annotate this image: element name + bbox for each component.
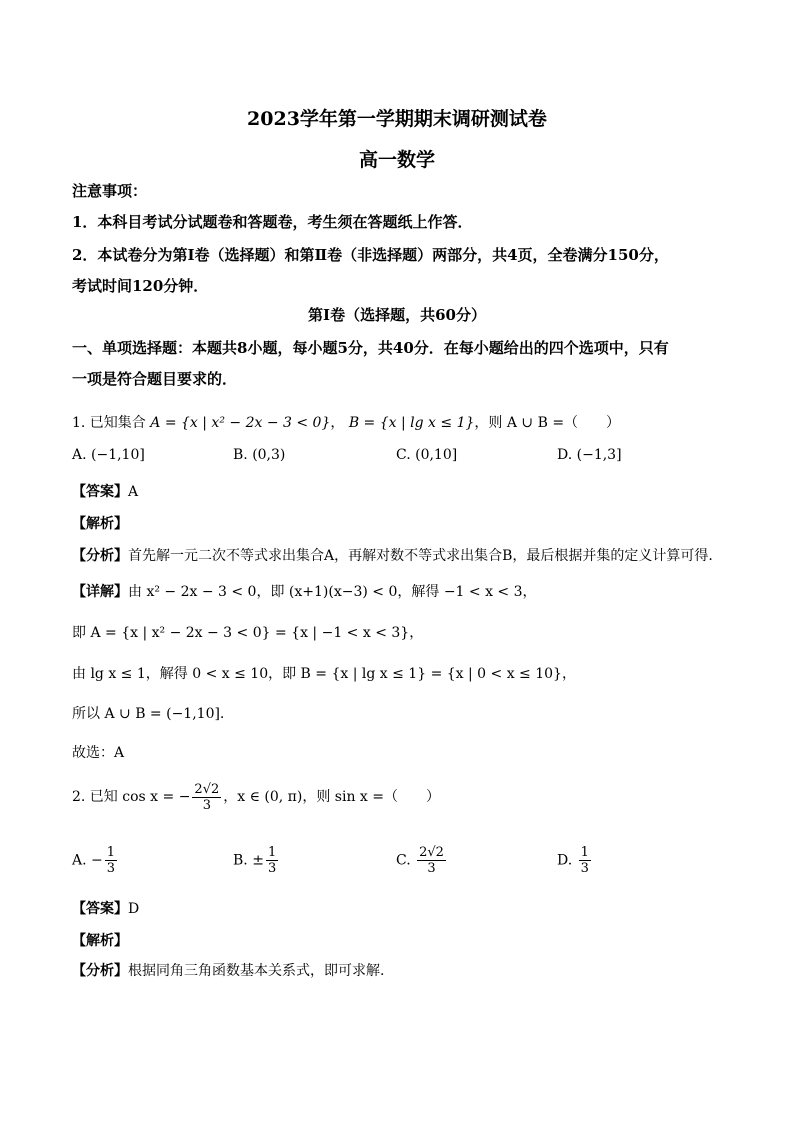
q2-option-a-sign: −	[91, 852, 103, 869]
q2-answer	[72, 899, 139, 919]
q1-answer	[72, 482, 138, 502]
q2-option-b-sign: ±	[252, 852, 264, 869]
q1-fenxi-label: 【分析】	[72, 548, 128, 564]
q2-option-a	[72, 845, 119, 876]
q2-option-b-fraction	[266, 845, 278, 876]
q2-cos-denominator: 3	[202, 797, 211, 813]
q2-option-c-num: 2√2	[419, 845, 444, 860]
q2-option-a-num: 1	[106, 845, 116, 860]
q2-answer-label: 【答案】	[72, 901, 128, 917]
q2-option-d-num: 1	[580, 845, 589, 860]
q1-option-c: C. (0,10]	[396, 447, 458, 463]
q2-cos-fraction	[192, 782, 221, 813]
q2-option-b	[233, 845, 280, 876]
q2-option-a-fraction	[105, 845, 117, 876]
q1-analysis-label: 【解析】	[72, 516, 128, 532]
q2-option-a-label: A.	[72, 852, 87, 869]
q2-fenxi	[72, 961, 384, 981]
q2-option-d-den: 3	[580, 861, 589, 876]
q2-answer-value: D	[128, 901, 140, 917]
q1-fenxi	[72, 546, 713, 566]
q1-detail-1-text: 由 x² − 2x − 3 < 0，即 (x+1)(x−3) < 0，解得 −1 < x < 3，	[128, 584, 537, 600]
q2-option-c	[396, 845, 448, 876]
q2-cos-numerator: 2√2	[194, 781, 220, 797]
q2-analysis-label: 【解析】	[72, 933, 128, 949]
part1-heading: 第Ⅰ卷（选择题，共60分）	[308, 306, 486, 324]
q1-detail-1	[72, 582, 537, 602]
notice-item-1: 1．本科目考试分试题卷和答题卷，考生须在答题纸上作答．	[72, 213, 473, 231]
q1-detail-4: 所以 A ∪ B = (−1,10].	[72, 706, 225, 722]
q2-stem-suffix: ，x ∈ (0, π)，则 sin x =（ ）	[223, 789, 440, 805]
q2-stem-prefix: 2. 已知 cos x = −	[72, 789, 191, 805]
q1-option-a: A. (−1,10]	[72, 447, 145, 463]
q1-detail-label: 【详解】	[72, 584, 128, 600]
q1-stem-prefix: 1. 已知集合	[72, 415, 146, 431]
exam-title: 2023学年第一学期期末调研测试卷	[247, 108, 547, 130]
q1-stem-suffix: ，则 A ∪ B =（ ）	[474, 415, 621, 431]
section1-instructions-cont: 一项是符合题目要求的．	[72, 370, 238, 388]
exam-subject: 高一数学	[358, 149, 435, 171]
q2-option-a-den: 3	[106, 861, 116, 876]
q1-detail-3: 由 lg x ≤ 1，解得 0 < x ≤ 10，即 B = {x | lg x ≤ 1} = {x | 0 < x ≤ 10}，	[72, 666, 576, 682]
q1-set-a: A = {x | x² − 2x − 3 < 0}	[150, 415, 331, 431]
q2-option-d-fraction	[579, 845, 591, 876]
q1-option-d: D. (−1,3]	[557, 447, 622, 463]
q2-option-b-label: B.	[233, 852, 248, 869]
q1-answer-label: 【答案】	[72, 484, 128, 500]
section1-instructions: 一、单项选择题：本题共8小题，每小题5分，共40分．在每小题给出的四个选项中，只有	[72, 339, 669, 357]
q1-answer-value: A	[128, 484, 139, 500]
q1-stem	[72, 413, 620, 433]
q2-option-c-fraction	[417, 845, 446, 876]
q2-option-b-den: 3	[267, 861, 277, 876]
notice-item-2: 2．本试卷分为第Ⅰ卷（选择题）和第Ⅱ卷（非选择题）两部分，共4页，全卷满分150分，	[72, 246, 669, 264]
q1-comma: ，	[330, 415, 345, 431]
q1-fenxi-text: 首先解一元二次不等式求出集合A，再解对数不等式求出集合B，最后根据并集的定义计算可得.	[128, 548, 713, 564]
q2-stem	[72, 780, 440, 814]
notice-heading: 注意事项：	[72, 182, 148, 200]
q1-detail-2: 即 A = {x | x² − 2x − 3 < 0} = {x | −1 < x < 3}，	[72, 625, 424, 641]
q2-fenxi-text: 根据同角三角函数基本关系式，即可求解.	[128, 963, 385, 979]
q2-option-d	[557, 845, 593, 876]
q2-fenxi-label: 【分析】	[72, 963, 128, 979]
q1-choose: 故选：A	[72, 745, 125, 761]
q2-option-c-den: 3	[427, 861, 436, 876]
q2-option-d-label: D.	[557, 852, 573, 869]
notice-item-2-cont: 考试时间120分钟．	[72, 277, 209, 295]
q1-set-b: B = {x | lg x ≤ 1}	[348, 415, 475, 431]
q2-option-c-label: C.	[396, 852, 411, 869]
q1-option-b: B. (0,3)	[233, 447, 286, 463]
q2-option-b-num: 1	[267, 845, 277, 860]
